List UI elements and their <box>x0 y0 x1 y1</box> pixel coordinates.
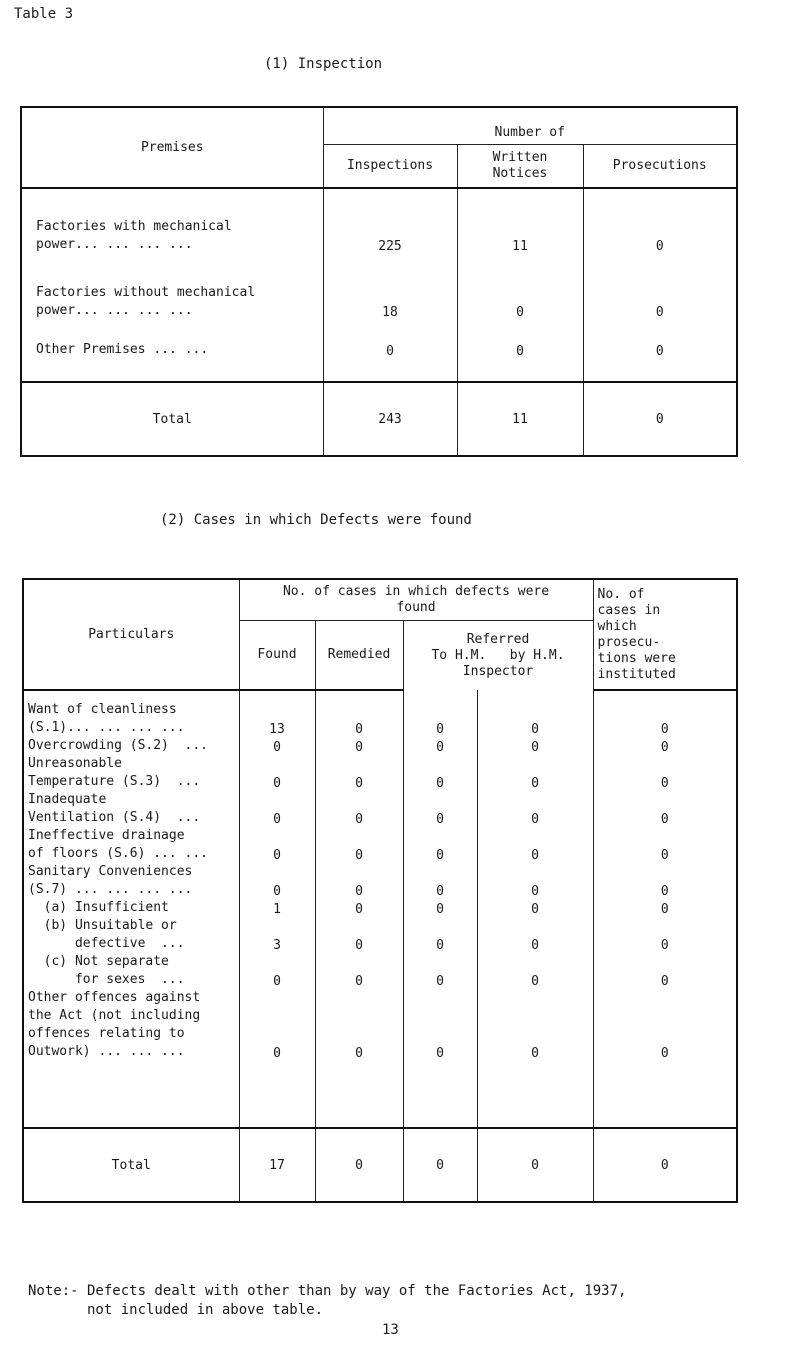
prosecutions-instituted-value: 0 <box>593 863 737 899</box>
total-referred-to-hm: 0 <box>403 1128 477 1202</box>
found-value: 3 <box>239 917 315 953</box>
particulars-header: Particulars <box>23 579 239 690</box>
remedied-value: 0 <box>315 755 403 791</box>
referred-to-hm-value: 0 <box>403 791 477 827</box>
total-label: Total <box>21 382 323 456</box>
referred-to-hm-value: 0 <box>403 755 477 791</box>
prosecutions-value: 0 <box>583 258 737 324</box>
particulars-label: Ineffective drainage of floors (S.6) ... ... <box>23 827 239 863</box>
particulars-label: (b) Unsuitable or defective ... <box>23 917 239 953</box>
written-notices-value: 11 <box>457 188 583 258</box>
written-notices-header: Written Notices <box>457 145 583 189</box>
referred-by-hm-inspector-value: 0 <box>477 827 593 863</box>
table-label: Table 3 <box>14 6 74 22</box>
found-value: 0 <box>239 989 315 1128</box>
referred-by-hm-inspector-value: 0 <box>477 791 593 827</box>
prosecutions-instituted-value: 0 <box>593 917 737 953</box>
referred-by-hm-inspector-value: 0 <box>477 989 593 1128</box>
inspections-value: 18 <box>323 258 457 324</box>
referred-by-hm-inspector-value: 0 <box>477 953 593 989</box>
number-of-header: Number of <box>323 107 737 145</box>
particulars-label: Inadequate Ventilation (S.4) ... <box>23 791 239 827</box>
total-row <box>21 382 737 456</box>
total-referred-by-hm-inspector: 0 <box>477 1128 593 1202</box>
referred-to-hm-value: 0 <box>403 899 477 917</box>
cases-group-header: No. of cases in which defects were found <box>239 579 593 621</box>
referred-to-hm-value: 0 <box>403 737 477 755</box>
total-prosecutions-instituted: 0 <box>593 1128 737 1202</box>
referred-to-hm-value: 0 <box>403 917 477 953</box>
inspections-value: 225 <box>323 188 457 258</box>
table-row <box>23 690 737 737</box>
particulars-label: Overcrowding (S.2) ... <box>23 737 239 755</box>
written-notices-value: 0 <box>457 324 583 382</box>
section-2-title: (2) Cases in which Defects were found <box>160 512 472 528</box>
table-row <box>23 827 737 863</box>
found-value: 0 <box>239 755 315 791</box>
table-row <box>21 188 737 258</box>
referred-by-hm-inspector-value: 0 <box>477 690 593 737</box>
prosecutions-value: 0 <box>583 324 737 382</box>
found-value: 0 <box>239 827 315 863</box>
remedied-value: 0 <box>315 690 403 737</box>
total-label: Total <box>23 1128 239 1202</box>
prosecutions-instituted-value: 0 <box>593 827 737 863</box>
prosecutions-instituted-value: 0 <box>593 953 737 989</box>
table-row <box>23 737 737 755</box>
inspections-header: Inspections <box>323 145 457 189</box>
table-row <box>23 755 737 791</box>
remedied-value: 0 <box>315 827 403 863</box>
particulars-label: Want of cleanliness (S.1)... ... ... ... <box>23 690 239 737</box>
found-value: 1 <box>239 899 315 917</box>
remedied-header: Remedied <box>315 621 403 691</box>
remedied-value: 0 <box>315 791 403 827</box>
prosecutions-instituted-value: 0 <box>593 690 737 737</box>
particulars-label: Unreasonable Temperature (S.3) ... <box>23 755 239 791</box>
table-row <box>23 899 737 917</box>
table-row <box>23 917 737 953</box>
referred-by-hm-inspector-value: 0 <box>477 755 593 791</box>
found-header: Found <box>239 621 315 691</box>
particulars-label: Sanitary Conveniences (S.7) ... ... ... ... <box>23 863 239 899</box>
referred-header: Referred To H.M. by H.M. Inspector <box>403 621 593 691</box>
remedied-value: 0 <box>315 917 403 953</box>
table-row <box>23 863 737 899</box>
footnote: Note:- Defects dealt with other than by way of the Factories Act, 1937, not included in above table. <box>28 1283 627 1318</box>
total-prosecutions: 0 <box>583 382 737 456</box>
table-row <box>23 953 737 989</box>
found-value: 13 <box>239 690 315 737</box>
remedied-value: 0 <box>315 953 403 989</box>
page-number: 13 <box>382 1322 399 1338</box>
referred-to-hm-value: 0 <box>403 989 477 1128</box>
inspection-table <box>20 106 738 457</box>
total-found: 17 <box>239 1128 315 1202</box>
total-written-notices: 11 <box>457 382 583 456</box>
premises-header: Premises <box>21 107 323 188</box>
referred-by-hm-inspector-value: 0 <box>477 917 593 953</box>
referred-to-hm-value: 0 <box>403 827 477 863</box>
referred-to-hm-value: 0 <box>403 863 477 899</box>
prosecutions-instituted-value: 0 <box>593 755 737 791</box>
premises-label: Factories with mechanical power... ... ... ... <box>21 188 323 258</box>
written-notices-value: 0 <box>457 258 583 324</box>
found-value: 0 <box>239 953 315 989</box>
found-value: 0 <box>239 791 315 827</box>
total-remedied: 0 <box>315 1128 403 1202</box>
inspections-value: 0 <box>323 324 457 382</box>
remedied-value: 0 <box>315 737 403 755</box>
prosecutions-instituted-value: 0 <box>593 791 737 827</box>
remedied-value: 0 <box>315 989 403 1128</box>
table-row <box>23 989 737 1128</box>
referred-by-hm-inspector-value: 0 <box>477 737 593 755</box>
remedied-value: 0 <box>315 899 403 917</box>
referred-to-hm-value: 0 <box>403 690 477 737</box>
prosecutions-instituted-value: 0 <box>593 737 737 755</box>
table-row <box>21 324 737 382</box>
prosecutions-value: 0 <box>583 188 737 258</box>
prosecutions-instituted-value: 0 <box>593 899 737 917</box>
prosecutions-header: Prosecutions <box>583 145 737 189</box>
referred-by-hm-inspector-value: 0 <box>477 863 593 899</box>
section-1-title: (1) Inspection <box>264 56 383 72</box>
prosecutions-instituted-header: No. of cases in which prosecu- tions were instituted <box>593 579 737 690</box>
particulars-label: (c) Not separate for sexes ... <box>23 953 239 989</box>
total-row <box>23 1128 737 1202</box>
referred-by-hm-inspector-value: 0 <box>477 899 593 917</box>
particulars-label: (a) Insufficient <box>23 899 239 917</box>
premises-label: Other Premises ... ... <box>21 324 323 382</box>
particulars-label: Other offences against the Act (not including offences relating to Outwork) ... ... ... <box>23 989 239 1128</box>
prosecutions-instituted-value: 0 <box>593 989 737 1128</box>
total-inspections: 243 <box>323 382 457 456</box>
defects-table <box>22 578 738 1203</box>
found-value: 0 <box>239 737 315 755</box>
referred-to-hm-value: 0 <box>403 953 477 989</box>
found-value: 0 <box>239 863 315 899</box>
remedied-value: 0 <box>315 863 403 899</box>
table-row <box>23 791 737 827</box>
premises-label: Factories without mechanical power... ... ... ... <box>21 258 323 324</box>
table-row <box>21 258 737 324</box>
